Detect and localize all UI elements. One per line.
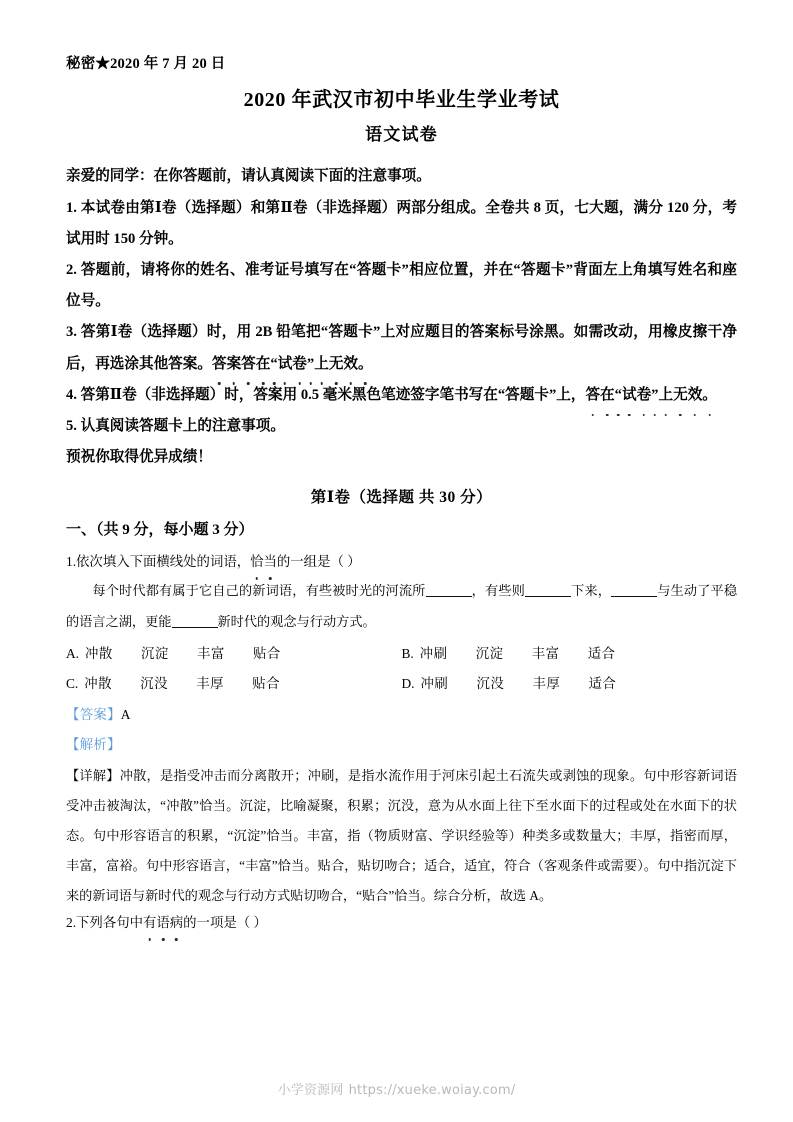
emphasis-dot-char: 卷 — [292, 349, 307, 380]
detail-tag: 【详解】 — [66, 767, 120, 783]
option-a-word-4: 贴合 — [253, 645, 281, 661]
option-a[interactable] — [66, 639, 402, 670]
option-b-word-4: 适合 — [587, 645, 616, 661]
emphasis-dot-char: 有 — [143, 911, 156, 936]
notice-item-2: 2. 答题前，请将你的姓名、准考证号填写在“答题卡”相应位置，并在“答题卡”背面左上角填写姓名和座位号。 — [66, 261, 737, 310]
answer-line — [66, 700, 737, 730]
question-2-stem — [66, 911, 737, 936]
page-title: 2020 年武汉市初中毕业生学业考试 — [243, 89, 560, 112]
option-a-label: A. — [66, 645, 80, 661]
emphasis-dot-char: 卷 — [637, 380, 652, 411]
emphasis-dot-char: 案 — [227, 349, 242, 380]
notice-block — [66, 161, 737, 473]
emphasis-dot-char: “ — [615, 380, 622, 411]
emphasis-dot-char: 上 — [314, 349, 329, 380]
option-row-ab — [66, 639, 737, 670]
emphasis-dot-char: 效 — [343, 349, 358, 380]
question-1-passage — [66, 575, 737, 637]
question-2-emphasis — [143, 915, 183, 930]
emphasis-dot-char: 试 — [622, 380, 637, 411]
emphasis-dot-char: 试 — [278, 349, 293, 380]
option-a-word-1: 冲散 — [85, 645, 113, 661]
emphasis-dot-char: ” — [307, 349, 314, 380]
analysis-tag: 【解析】 — [66, 737, 121, 753]
question-1-emphasis — [250, 554, 277, 569]
option-d-word-3: 丰厚 — [532, 676, 561, 692]
notice-item-5: 5. 认真阅读答题卡上的注意事项。 — [66, 418, 285, 435]
emphasis-dot-char: 无 — [673, 380, 688, 411]
fill-blank-1[interactable] — [426, 582, 472, 596]
emphasis-dot-char: 病 — [170, 911, 183, 936]
option-row-cd — [66, 669, 737, 700]
option-a-word-3: 丰富 — [197, 645, 225, 661]
emphasis-dot-char: ” — [651, 380, 658, 411]
footer-watermark — [0, 1079, 793, 1098]
section-heading: 一、（共 9 分，每小题 3 分） — [66, 522, 254, 539]
notice-item-4 — [66, 380, 737, 411]
fill-blank-2[interactable] — [525, 582, 571, 596]
option-b-word-2: 沉淀 — [475, 645, 504, 661]
option-d[interactable] — [402, 669, 738, 700]
passage-part-1: 每个时代都有属于它自己的新词语，有些被时光的河流所 — [92, 582, 426, 598]
emphasis-dot-char: 在 — [600, 380, 615, 411]
option-d-word-1: 冲刷 — [420, 676, 449, 692]
option-d-word-2: 沉没 — [476, 676, 505, 692]
emphasis-dot-char: 。 — [358, 349, 373, 380]
option-c[interactable] — [66, 669, 402, 700]
emphasis-dot-char: 在 — [256, 349, 271, 380]
passage-part-3: 下来， — [570, 582, 612, 598]
option-c-label: C. — [66, 676, 79, 692]
emphasis-dot-char: 效 — [688, 380, 703, 411]
question-1-options — [66, 639, 737, 701]
question-2-stem-prefix: 2.下列各句中 — [66, 915, 143, 931]
emphasis-dot-char: 。 — [702, 380, 717, 411]
emphasis-dot-char: 当 — [264, 550, 277, 575]
question-1-stem-prefix: 1.依次填入下面横线处的词语， — [66, 553, 251, 569]
fill-blank-4[interactable] — [172, 613, 218, 627]
option-d-word-4: 适合 — [588, 676, 617, 692]
notice-item-3-text: 3. 答第Ⅰ卷（选择题）时，用 2B 铅笔把“答题卡”上对应题目的答案标号涂黑。如需改动，用橡皮擦干净后，再选涂其他答案。答案答在“试卷”上无效。 — [66, 324, 737, 371]
emphasis-dot-char: 答 — [585, 380, 600, 411]
emphasis-dot-char: 恰 — [250, 550, 263, 575]
emphasis-dot-char: 上 — [658, 380, 673, 411]
question-1-stem — [66, 550, 737, 575]
emphasis-dot-char: 无 — [329, 349, 344, 380]
secret-line: 秘密★2020 年 7 月 20 日 — [66, 56, 226, 72]
detail-explanation — [66, 761, 737, 911]
question-2-stem-suffix: 的一项是（ ） — [183, 915, 267, 931]
passage-part-4: 与生动了平稳的语言之湖，更能 — [66, 582, 738, 629]
fill-blank-3[interactable] — [611, 582, 657, 596]
page-subtitle: 语文试卷 — [365, 125, 438, 145]
option-c-word-4: 贴合 — [252, 676, 281, 692]
passage-part-2: ，有些则 — [471, 582, 525, 598]
volume-heading: 第Ⅰ卷（选择题 共 30 分） — [310, 488, 493, 506]
option-a-word-2: 沉淀 — [141, 645, 169, 661]
answer-tag: 【答案】 — [66, 707, 121, 723]
passage-part-5: 新时代的观念与行动方式。 — [217, 613, 376, 629]
detail-text: 冲散，是指受冲击而分离散开；冲刷，是指水流作用于河床引起土石流失或剥蚀的现象。句中形容新词语受冲击被淘汰，“冲散”恰当。沉淀，比喻凝聚，积累；沉没，意为从水面上往下至水面下的过程或处在水面下的状态。句中形容语言的积累，“沉淀”恰当。丰富，指（物质财富、学识经验等）种类多或数量大；丰厚，指密而厚，丰富，富裕。句中形容语言，“丰富”恰当。贴合，贴切吻合；适合，适宜，符合（客观条件或需要）。句中指沉淀下来的新词语与新时代的观念与行动方式贴切吻合，“贴合”恰当。综合分析，故选 A。 — [66, 767, 737, 903]
analysis-line — [66, 730, 737, 760]
option-b-word-3: 丰富 — [531, 645, 560, 661]
option-c-word-2: 沉没 — [140, 676, 169, 692]
notice-item-1: 1. 本试卷由第Ⅰ卷（选择题）和第Ⅱ卷（非选择题）两部分组成。全卷共 8 页，七大题，满分 120 分，考试用时 150 分钟。 — [66, 199, 737, 247]
emphasis-dot-char: “ — [270, 349, 277, 380]
option-c-word-1: 冲散 — [84, 676, 113, 692]
notice-greeting: 亲爱的同学：在你答题前，请认真阅读下面的注意事项。 — [66, 168, 431, 185]
notice-item-4-text: 4. 答第Ⅱ卷（非选择题）时，答案用 0.5 毫米黑色笔迹签字笔书写在“答题卡”上，答在“试卷”上无效。 — [66, 387, 717, 403]
option-b-label: B. — [401, 645, 414, 661]
emphasis-dot-char: 答 — [241, 349, 256, 380]
notice-wish: 预祝你取得优异成绩！ — [66, 449, 212, 466]
emphasis-dot-char: 语 — [156, 911, 169, 936]
option-b-word-1: 冲刷 — [419, 645, 448, 661]
emphasis-dot-char: 答 — [212, 349, 227, 380]
option-c-word-3: 丰厚 — [196, 676, 225, 692]
notice-item-3 — [66, 317, 737, 379]
answer-value: A — [120, 707, 131, 723]
question-1-stem-suffix: 的一组是（ ） — [276, 553, 361, 569]
footer-url: https://xueke.woiay.com/ — [348, 1083, 516, 1098]
footer-site-name: 小学资源网 — [277, 1082, 344, 1097]
option-d-label: D. — [401, 676, 415, 692]
option-b[interactable] — [402, 639, 738, 670]
